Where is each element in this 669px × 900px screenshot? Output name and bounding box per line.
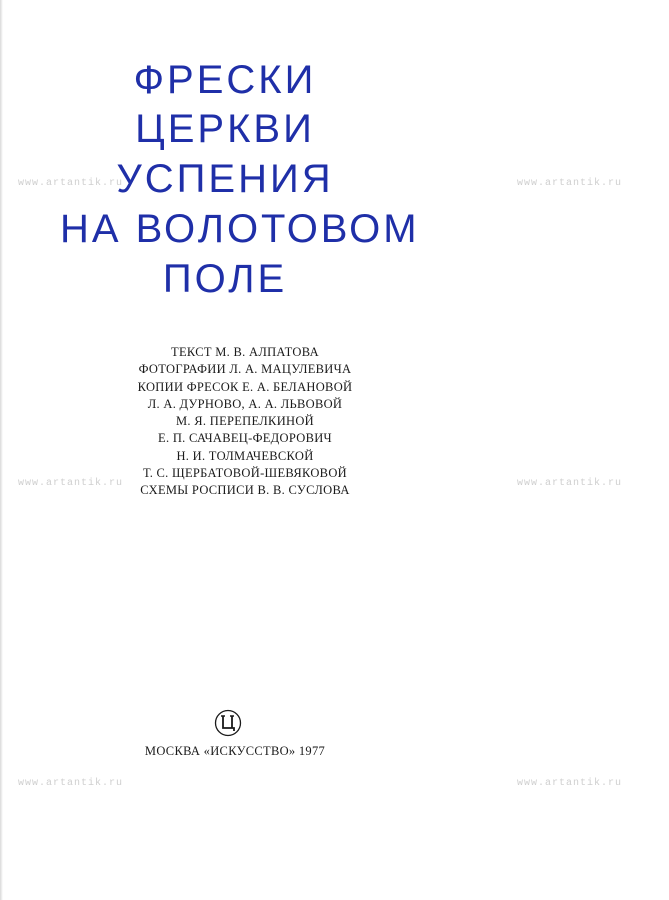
credit-line: ФОТОГРАФИИ Л. А. МАЦУЛЕВИЧА [138,362,352,377]
credit-line: СХЕМЫ РОСПИСИ В. В. СУСЛОВА [140,483,350,498]
watermark: www.artantik.ru [517,778,623,789]
title-line: ЦЕРКВИ [135,107,315,151]
watermark: www.artantik.ru [517,178,623,189]
credit-line: Е. П. САЧАВЕЦ-ФЕДОРОВИЧ [158,431,332,446]
watermark: www.artantik.ru [18,778,124,789]
credit-line: Т. С. ЩЕРБАТОВОЙ-ШЕВЯКОВОЙ [143,466,347,481]
watermark: www.artantik.ru [18,178,124,189]
title-line: ФРЕСКИ [133,58,317,102]
credit-line: Л. А. ДУРНОВО, А. А. ЛЬВОВОЙ [147,396,343,411]
watermark: www.artantik.ru [517,478,623,489]
credits-block [80,344,410,500]
iskusstvo-logo-icon [214,709,242,737]
title-line: НА ВОЛОТОВОМ [60,207,420,251]
credit-line: КОПИИ ФРЕСОК Е. А. БЕЛАНОВОЙ [137,379,353,394]
watermark: www.artantik.ru [18,478,124,489]
page-edge [0,0,3,900]
title-line: УСПЕНИЯ [116,157,334,201]
imprint-line: МОСКВА «ИСКУССТВО» 1977 [144,744,326,758]
credit-line: Н. И. ТОЛМАЧЕВСКОЙ [176,448,314,463]
title-line: ПОЛЕ [162,257,288,301]
credit-line: ТЕКСТ М. В. АЛПАТОВА [171,345,319,359]
credit-line: М. Я. ПЕРЕПЕЛКИНОЙ [175,414,315,429]
